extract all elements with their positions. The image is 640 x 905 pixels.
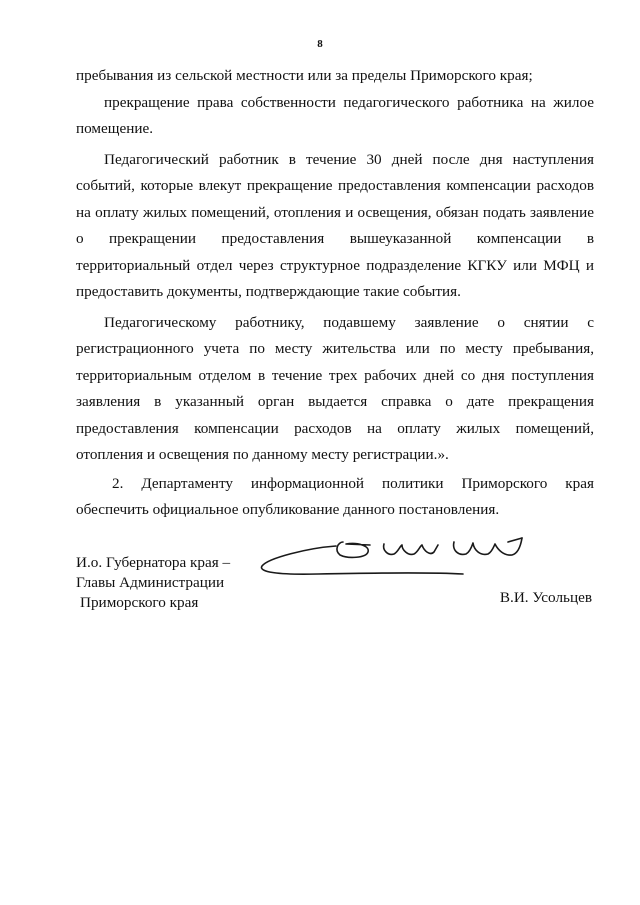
handwritten-signature: [258, 528, 528, 588]
signatory-title-line-3: Приморского края: [80, 594, 199, 611]
paragraph-ownership-termination: прекращение права собственности педагогического работника на жилое помещение.: [76, 93, 594, 137]
signatory-title-line-2: Главы Администрации: [76, 574, 225, 591]
paragraph-notification-duty: Педагогический работник в течение 30 дней после дня наступления событий, которые влекут прекращение предоставления компенсации расходов на оплату жилых помещений, отопления и освещения, обязан подать заявление о прекращении предоставления вышеуказанной компенсации в территориальный отдел через структурное подразделение КГКУ или МФЦ и предоставить документы, подтверждающие такие события.: [76, 150, 594, 300]
signatory-title: [76, 553, 230, 613]
paragraph-publication-order: 2. Департаменту информационной политики Приморского края обеспечить официальное опубликование данного постановления.: [76, 474, 594, 518]
signatory-title-line-1: И.о. Губернатора края –: [76, 554, 231, 571]
document-body: [76, 63, 594, 524]
paragraph-certificate-issue: Педагогическому работнику, подавшему заявление о снятии с регистрационного учета по месту жительства или по месту пребывания, территориальным отделом в течение трех рабочих дней со дня поступления заявления в указанный орган выдается справка о дате прекращения предоставления компенсации расходов на оплату жилых помещений, отопления и освещения по данному месту регистрации.».: [76, 313, 594, 463]
page-number: 8: [317, 38, 323, 50]
paragraph-continuation: пребывания из сельской местности или за пределы Приморского края;: [76, 67, 533, 84]
signatory-name: В.И. Усольцев: [499, 589, 592, 606]
